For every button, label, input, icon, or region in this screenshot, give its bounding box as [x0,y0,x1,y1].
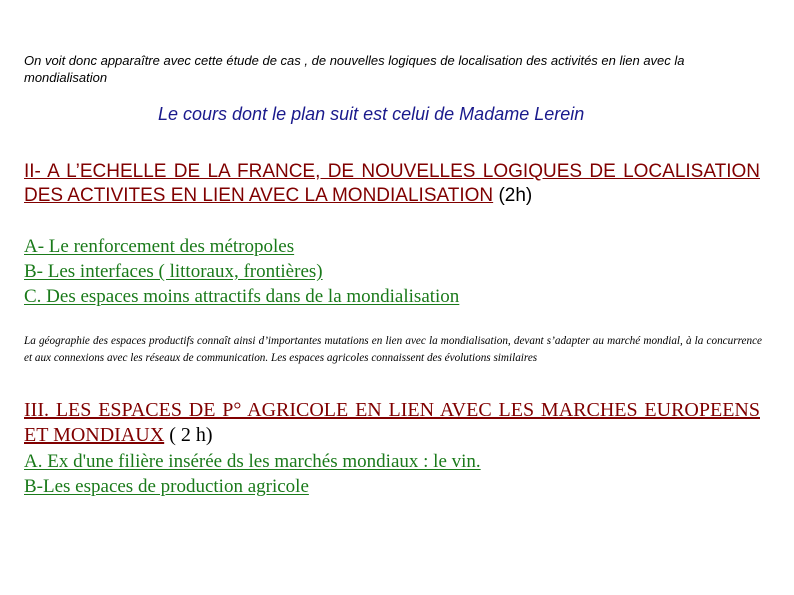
section-3-title: III. LES ESPACES DE P° AGRICOLE EN LIEN AVEC LES MARCHES EUROPEENS ET MONDIAUX [24,399,760,446]
transition-paragraph: La géographie des espaces productifs connaît ainsi d’importantes mutations en lien avec la mondialisation, devant s’adapter au marché mondial, à la concurrence et aux connexions avec les réseaux de communication. Les espaces agricoles connaissent des évolutions similaires [24,335,762,364]
intro-text: On voit donc apparaître avec cette étude de cas , de nouvelles logiques de localisation des activités en lien avec la mondialisation [24,53,685,85]
course-credit: Le cours dont le plan suit est celui de Madame Lerein [158,104,585,124]
section-2-item-c[interactable]: C. Des espaces moins attractifs dans de la mondialisation [24,286,460,307]
section-3-heading [24,398,760,448]
section-2-item-a[interactable]: A- Le renforcement des métropoles [24,236,295,257]
section-2-item-b[interactable]: B- Les interfaces ( littoraux, frontières) [24,261,323,282]
section-2-title: II- A L’ECHELLE DE LA FRANCE, DE NOUVELLES LOGIQUES DE LOCALISATION DES ACTIVITES EN LIEN AVEC LA MONDIALISATION [24,161,760,206]
section-3-items [24,449,481,499]
section-3-duration: ( 2 h) [164,424,213,446]
section-2-duration: (2h) [498,185,533,206]
section-2-items [24,234,459,309]
section-3-item-b[interactable]: B-Les espaces de production agricole [24,476,309,497]
section-3-item-a[interactable]: A. Ex d'une filière insérée ds les marchés mondiaux : le vin. [24,451,481,472]
section-2-heading [24,160,760,208]
